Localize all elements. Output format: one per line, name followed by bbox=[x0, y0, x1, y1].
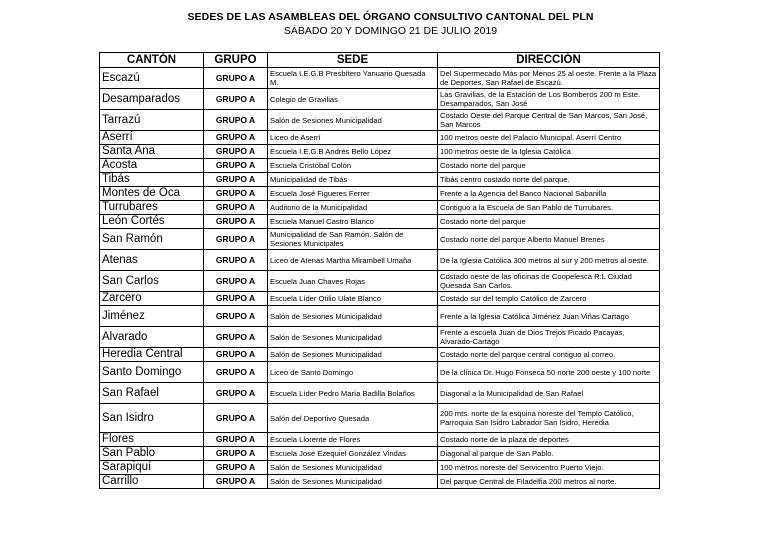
direccion-cell: 200 mts. norte de la esquina noreste del Templo Católico, Parroquia San Isidro Labrador San Isidro, Heredia bbox=[438, 404, 660, 433]
table-row bbox=[100, 306, 660, 327]
canton-cell: San Rafael bbox=[100, 383, 204, 404]
table-row bbox=[100, 145, 660, 159]
table-row bbox=[100, 461, 660, 475]
sede-cell: Escuela I.E.G.B Andrés Bello López bbox=[268, 145, 438, 159]
sede-cell: Colegio de Gravilias bbox=[268, 89, 438, 110]
grupo-cell: GRUPO A bbox=[204, 306, 268, 327]
table-row bbox=[100, 229, 660, 250]
direccion-cell: 100 metros noreste del Servicentro Puerto Viejo. bbox=[438, 461, 660, 475]
direccion-cell: De la Iglesia Católica 300 metros al sur y 200 metros al oeste. bbox=[438, 250, 660, 271]
canton-cell: Montes de Oca bbox=[100, 187, 204, 201]
column-header-sede: SEDE bbox=[268, 53, 438, 68]
direccion-cell: 100 metros oeste de la Iglesia Católica bbox=[438, 145, 660, 159]
table-row bbox=[100, 327, 660, 348]
grupo-cell: GRUPO A bbox=[204, 173, 268, 187]
canton-cell: Zarcero bbox=[100, 292, 204, 306]
grupo-cell: GRUPO A bbox=[204, 145, 268, 159]
table-row bbox=[100, 201, 660, 215]
canton-cell: Alvarado bbox=[100, 327, 204, 348]
sede-cell: Escuela Manuel Castro Blanco bbox=[268, 215, 438, 229]
sede-cell: Salón de Sesiones Municipalidad bbox=[268, 306, 438, 327]
direccion-cell: Frente a la Agencia del Banco Nacional Sabanilla bbox=[438, 187, 660, 201]
canton-cell: Tarrazú bbox=[100, 110, 204, 131]
direccion-cell: Tibás centro costado norte del parque. bbox=[438, 173, 660, 187]
sede-cell: Escuela Juan Chaves Rojas bbox=[268, 271, 438, 292]
direccion-cell: Costado norte del parque bbox=[438, 159, 660, 173]
canton-cell: Jiménez bbox=[100, 306, 204, 327]
direccion-cell: Costado oeste de las oficinas de Coopelesca R:L Ciudad Quesada San Carlos. bbox=[438, 271, 660, 292]
grupo-cell: GRUPO A bbox=[204, 404, 268, 433]
direccion-cell: Costado norte del parque Alberto Manuel Brenes bbox=[438, 229, 660, 250]
table-row bbox=[100, 433, 660, 447]
sede-cell: Municipalidad de San Ramón. Salón de Sesiones Municipales bbox=[268, 229, 438, 250]
sede-cell: Municipalidad de Tibás bbox=[268, 173, 438, 187]
table-row bbox=[100, 250, 660, 271]
grupo-cell: GRUPO A bbox=[204, 292, 268, 306]
table-row bbox=[100, 271, 660, 292]
direccion-cell: Costado norte del parque central contiguo al correo. bbox=[438, 348, 660, 362]
grupo-cell: GRUPO A bbox=[204, 433, 268, 447]
sede-cell: Salón de Sesiones Municipalidad bbox=[268, 461, 438, 475]
canton-cell: San Isidro bbox=[100, 404, 204, 433]
table-row bbox=[100, 362, 660, 383]
direccion-cell: Del parque Central de Filadelfia 200 metros al norte. bbox=[438, 475, 660, 489]
sede-cell: Salón de Sesiones Municipalidad bbox=[268, 475, 438, 489]
direccion-cell: De la clínica Dr. Hugo Fonseca 50 norte 200 oeste y 100 norte bbox=[438, 362, 660, 383]
table-header-row bbox=[100, 53, 660, 68]
grupo-cell: GRUPO A bbox=[204, 89, 268, 110]
table-row bbox=[100, 159, 660, 173]
table-row bbox=[100, 475, 660, 489]
grupo-cell: GRUPO A bbox=[204, 201, 268, 215]
sede-cell: Salón de Sesiones Municipalidad bbox=[268, 348, 438, 362]
table-row bbox=[100, 187, 660, 201]
column-header-canton: CANTÓN bbox=[100, 53, 204, 68]
canton-cell: Escazú bbox=[100, 68, 204, 89]
canton-cell: Santa Ana bbox=[100, 145, 204, 159]
grupo-cell: GRUPO A bbox=[204, 110, 268, 131]
table-body bbox=[100, 68, 660, 489]
grupo-cell: GRUPO A bbox=[204, 327, 268, 348]
sede-cell: Escuela Llorente de Flores bbox=[268, 433, 438, 447]
canton-cell: Heredia Central bbox=[100, 348, 204, 362]
grupo-cell: GRUPO A bbox=[204, 215, 268, 229]
sede-cell: Auditorio de la Municipalidad bbox=[268, 201, 438, 215]
table-row bbox=[100, 404, 660, 433]
sede-cell: Liceo de Aserrí bbox=[268, 131, 438, 145]
table-row bbox=[100, 68, 660, 89]
direccion-cell: Contiguo a la Escuela de San Pablo de Turrubares. bbox=[438, 201, 660, 215]
canton-cell: Tibás bbox=[100, 173, 204, 187]
document-subtitle: SÁBADO 20 Y DOMINGO 21 DE JULIO 2019 bbox=[283, 25, 498, 37]
canton-cell: Turrubares bbox=[100, 201, 204, 215]
grupo-cell: GRUPO A bbox=[204, 159, 268, 173]
sede-cell: Escuela Cristóbal Colón bbox=[268, 159, 438, 173]
direccion-cell: Costado Oeste del Parque Central de San Marcos, San José, San Marcos bbox=[438, 110, 660, 131]
table-row bbox=[100, 447, 660, 461]
sede-cell: Escuela José Figueres Ferrer bbox=[268, 187, 438, 201]
canton-cell: Sarapiquí bbox=[100, 461, 204, 475]
column-header-direccion: DIRECCIÓN bbox=[438, 53, 660, 68]
canton-cell: Santo Domingo bbox=[100, 362, 204, 383]
direccion-cell: Del Supermecado Más por Menos 25 al oeste. Frente a la Plaza de Deportes. San Rafael de Escazú. bbox=[438, 68, 660, 89]
grupo-cell: GRUPO A bbox=[204, 271, 268, 292]
table-row bbox=[100, 383, 660, 404]
grupo-cell: GRUPO A bbox=[204, 447, 268, 461]
canton-cell: San Pablo bbox=[100, 447, 204, 461]
grupo-cell: GRUPO A bbox=[204, 348, 268, 362]
grupo-cell: GRUPO A bbox=[204, 250, 268, 271]
sede-cell: Liceo de Santo Domingo bbox=[268, 362, 438, 383]
table-row bbox=[100, 215, 660, 229]
sede-cell: Liceo de Atenas Martha Mirambell Umaña bbox=[268, 250, 438, 271]
venues-table bbox=[99, 52, 660, 489]
sede-cell: Salón de Sesiones Municipalidad bbox=[268, 327, 438, 348]
canton-cell: San Carlos bbox=[100, 271, 204, 292]
canton-cell: Carrillo bbox=[100, 475, 204, 489]
table-row bbox=[100, 131, 660, 145]
grupo-cell: GRUPO A bbox=[204, 383, 268, 404]
direccion-cell: Frente a la Iglesia Católica Jiménez Juan Viñas Cartago bbox=[438, 306, 660, 327]
document-title: SEDES DE LAS ASAMBLEAS DEL ÓRGANO CONSULTIVO CANTONAL DEL PLN bbox=[187, 11, 594, 23]
grupo-cell: GRUPO A bbox=[204, 131, 268, 145]
canton-cell: Acosta bbox=[100, 159, 204, 173]
canton-cell: Atenas bbox=[100, 250, 204, 271]
direccion-cell: Diagonal a la Municipalidad de San Rafael bbox=[438, 383, 660, 404]
table-row bbox=[100, 292, 660, 306]
sede-cell: Salón de Sesiones Municipalidad bbox=[268, 110, 438, 131]
direccion-cell: Diagonal al parque de San Pablo. bbox=[438, 447, 660, 461]
canton-cell: Desamparados bbox=[100, 89, 204, 110]
canton-cell: Aserrí bbox=[100, 131, 204, 145]
direccion-cell: Costado sur del templo Católico de Zarcero bbox=[438, 292, 660, 306]
direccion-cell: Frente a escuela Juan de Dios Trejos Picado Pacayas, Alvarado-Cartago bbox=[438, 327, 660, 348]
canton-cell: San Ramón bbox=[100, 229, 204, 250]
direccion-cell: 100 metros oeste del Palacio Municipal. Aserrí Centro bbox=[438, 131, 660, 145]
sede-cell: Escuela I.E.G.B Presbítero Yanuario Quesada M. bbox=[268, 68, 438, 89]
sede-cell: Escuela Líder Pedro María Badilla Bolaños bbox=[268, 383, 438, 404]
table-row bbox=[100, 110, 660, 131]
column-header-grupo: GRUPO bbox=[204, 53, 268, 68]
grupo-cell: GRUPO A bbox=[204, 362, 268, 383]
direccion-cell: Costado norte de la plaza de deportes bbox=[438, 433, 660, 447]
grupo-cell: GRUPO A bbox=[204, 461, 268, 475]
grupo-cell: GRUPO A bbox=[204, 475, 268, 489]
table-row bbox=[100, 348, 660, 362]
sede-cell: Escuela Líder Otilio Ulate Blanco bbox=[268, 292, 438, 306]
direccion-cell: Las Gravilias, de la Estación de Los Bomberos 200 m Este. Desamparados, San José bbox=[438, 89, 660, 110]
grupo-cell: GRUPO A bbox=[204, 229, 268, 250]
grupo-cell: GRUPO A bbox=[204, 68, 268, 89]
canton-cell: León Cortés bbox=[100, 215, 204, 229]
direccion-cell: Costado norte del parque bbox=[438, 215, 660, 229]
table-row bbox=[100, 89, 660, 110]
canton-cell: Flores bbox=[100, 433, 204, 447]
sede-cell: Salón del Deportivo Quesada bbox=[268, 404, 438, 433]
sede-cell: Escuela José Ezequiel González Vindas bbox=[268, 447, 438, 461]
grupo-cell: GRUPO A bbox=[204, 187, 268, 201]
table-row bbox=[100, 173, 660, 187]
